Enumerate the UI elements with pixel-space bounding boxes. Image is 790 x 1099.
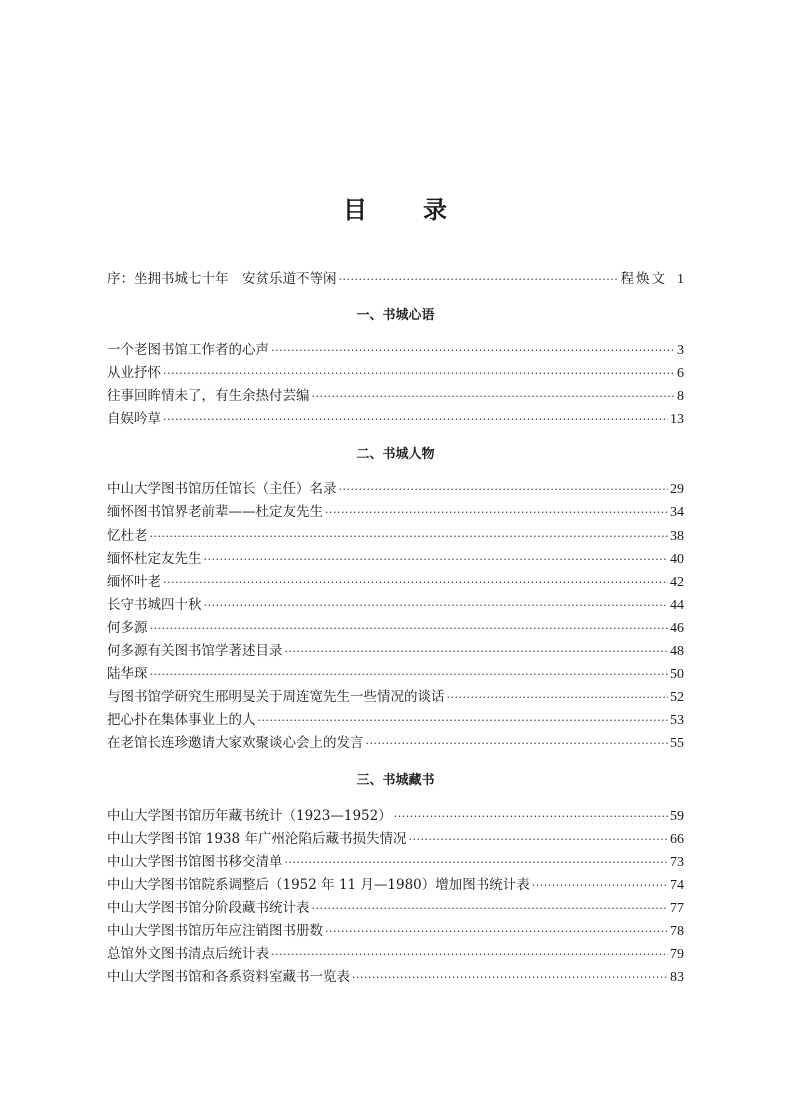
leader-dots bbox=[352, 966, 668, 989]
toc-entry[interactable] bbox=[107, 385, 684, 408]
leader-dots bbox=[163, 571, 668, 594]
title-char-1: 目 bbox=[343, 196, 367, 224]
toc-entry[interactable] bbox=[107, 408, 684, 431]
toc-entry-title: 把心扑在集体事业上的人 bbox=[107, 712, 256, 729]
toc-entry-title: 与图书馆学研究生邢明旻关于周连宽先生一些情况的谈话 bbox=[107, 689, 445, 706]
leader-dots bbox=[163, 408, 668, 431]
page-title bbox=[0, 190, 790, 225]
leader-dots bbox=[285, 851, 669, 874]
toc-entry-page: 77 bbox=[670, 900, 684, 916]
leader-dots bbox=[447, 686, 669, 709]
toc-entry[interactable] bbox=[107, 966, 684, 989]
toc-entry[interactable] bbox=[107, 897, 684, 920]
toc-entry-title: 中山大学图书馆图书移交清单 bbox=[107, 853, 283, 870]
leader-dots bbox=[312, 385, 676, 408]
leader-dots bbox=[366, 732, 669, 755]
toc-entry-title: 自娱吟草 bbox=[107, 411, 161, 428]
toc-entry-page: 29 bbox=[670, 482, 684, 498]
toc-entry-page: 44 bbox=[670, 597, 684, 613]
toc-entry-title: 陆华琛 bbox=[107, 666, 148, 683]
toc-entry-title: 在老馆长连珍邀请大家欢聚谈心会上的发言 bbox=[107, 735, 364, 752]
toc-entry-page: 42 bbox=[670, 574, 684, 590]
toc-entry-title: 中山大学图书馆 1938 年广州沦陷后藏书损失情况 bbox=[107, 830, 407, 847]
toc-entry-author: 程焕文 bbox=[620, 271, 667, 287]
leader-dots bbox=[204, 548, 669, 571]
toc-entry-page: 40 bbox=[670, 551, 684, 567]
leader-dots bbox=[532, 874, 668, 897]
toc-entry-page: 13 bbox=[670, 412, 684, 428]
table-of-contents bbox=[107, 268, 684, 989]
toc-entry-title: 一个老图书馆工作者的心声 bbox=[107, 342, 269, 358]
leader-dots bbox=[325, 501, 668, 524]
toc-entry[interactable] bbox=[107, 943, 684, 966]
section-heading: 一、书城心语 bbox=[356, 308, 435, 323]
section-heading: 二、书城人物 bbox=[356, 447, 435, 463]
toc-entry[interactable] bbox=[107, 478, 684, 501]
toc-entry-page: 34 bbox=[670, 505, 684, 521]
leader-dots bbox=[312, 897, 669, 920]
section-heading: 三、书城藏书 bbox=[356, 772, 435, 788]
toc-entry-title: 中山大学图书馆院系调整后（1952 年 11 月—1980）增加图书统计表 bbox=[107, 876, 530, 893]
leader-dots bbox=[150, 617, 669, 640]
toc-entry-page: 83 bbox=[670, 970, 684, 986]
leader-dots bbox=[258, 709, 669, 732]
toc-entry-title: 忆杜老 bbox=[107, 527, 148, 544]
toc-entry[interactable] bbox=[107, 617, 684, 640]
toc-entry[interactable] bbox=[107, 805, 684, 828]
leader-dots bbox=[285, 640, 669, 663]
toc-entry[interactable] bbox=[107, 851, 684, 874]
toc-entry[interactable] bbox=[107, 874, 684, 897]
toc-entry-title: 中山大学图书馆和各系资料室藏书一览表 bbox=[107, 969, 350, 986]
toc-entry-title: 中山大学图书馆历年藏书统计（1923—1952） bbox=[107, 807, 392, 824]
toc-entry[interactable] bbox=[107, 686, 684, 709]
toc-entry-page: 74 bbox=[670, 877, 684, 893]
toc-entry-title: 中山大学图书馆历任馆长（主任）名录 bbox=[107, 481, 337, 498]
toc-entry[interactable] bbox=[107, 828, 684, 851]
leader-dots bbox=[271, 339, 675, 362]
toc-entry-page: 52 bbox=[670, 690, 684, 706]
leader-dots bbox=[408, 828, 668, 851]
toc-entry[interactable] bbox=[107, 571, 684, 594]
toc-entry-title: 序：坐拥书城七十年 安贫乐道不等闲 bbox=[107, 271, 337, 287]
toc-entry[interactable] bbox=[107, 732, 684, 755]
toc-entry[interactable] bbox=[107, 548, 684, 571]
leader-dots bbox=[204, 594, 669, 617]
toc-entry-page: 73 bbox=[670, 854, 684, 870]
leader-dots bbox=[271, 943, 668, 966]
toc-entry-page: 78 bbox=[670, 923, 684, 939]
title-char-2: 录 bbox=[423, 196, 447, 224]
toc-entry-page: 38 bbox=[670, 528, 684, 544]
toc-entry-title: 从业抒怀 bbox=[107, 365, 161, 382]
toc-entry[interactable] bbox=[107, 594, 684, 617]
leader-dots bbox=[339, 478, 669, 501]
toc-entry-page: 79 bbox=[670, 947, 684, 963]
toc-entry[interactable] bbox=[107, 709, 684, 732]
toc-entry-title: 何多源有关图书馆学著述目录 bbox=[107, 643, 283, 660]
toc-entry-page: 1 bbox=[677, 272, 684, 287]
toc-entry-page: 46 bbox=[670, 620, 684, 636]
toc-entry[interactable] bbox=[107, 525, 684, 548]
toc-entry-title: 往事回眸情未了，有生余热付芸编 bbox=[107, 388, 310, 405]
toc-entry[interactable] bbox=[107, 920, 684, 943]
toc-entry[interactable] bbox=[107, 339, 684, 362]
leader-dots bbox=[325, 920, 668, 943]
toc-entry-title: 长守书城四十秋 bbox=[107, 596, 202, 613]
toc-entry[interactable] bbox=[107, 640, 684, 663]
leader-dots bbox=[150, 663, 669, 686]
leader-dots bbox=[163, 362, 675, 385]
toc-entry-title: 缅怀叶老 bbox=[107, 573, 161, 590]
leader-dots bbox=[394, 805, 668, 828]
toc-entry-title: 缅怀杜定友先生 bbox=[107, 550, 202, 567]
toc-entry-page: 6 bbox=[677, 366, 684, 382]
toc-entry-page: 66 bbox=[670, 831, 684, 847]
toc-entry[interactable] bbox=[107, 362, 684, 385]
toc-entry[interactable] bbox=[107, 663, 684, 686]
toc-entry-title: 中山大学图书馆分阶段藏书统计表 bbox=[107, 899, 310, 916]
toc-entry-preface[interactable] bbox=[107, 268, 684, 292]
toc-entry-title: 总馆外文图书清点后统计表 bbox=[107, 946, 269, 963]
toc-entry-page: 55 bbox=[670, 736, 684, 752]
toc-entry-title: 何多源 bbox=[107, 619, 148, 636]
toc-entry-page: 53 bbox=[670, 713, 684, 729]
toc-entry[interactable] bbox=[107, 501, 684, 524]
leader-dots bbox=[339, 268, 619, 291]
toc-entry-page: 50 bbox=[670, 667, 684, 683]
toc-entry-page: 8 bbox=[677, 389, 684, 405]
toc-entry-title: 中山大学图书馆历年应注销图书册数 bbox=[107, 922, 323, 939]
toc-entry-page: 59 bbox=[670, 808, 684, 824]
toc-entry-page: 3 bbox=[677, 343, 684, 358]
toc-entry-page: 48 bbox=[670, 644, 684, 660]
toc-entry-title: 缅怀图书馆界老前辈——杜定友先生 bbox=[107, 504, 323, 521]
leader-dots bbox=[150, 525, 669, 548]
